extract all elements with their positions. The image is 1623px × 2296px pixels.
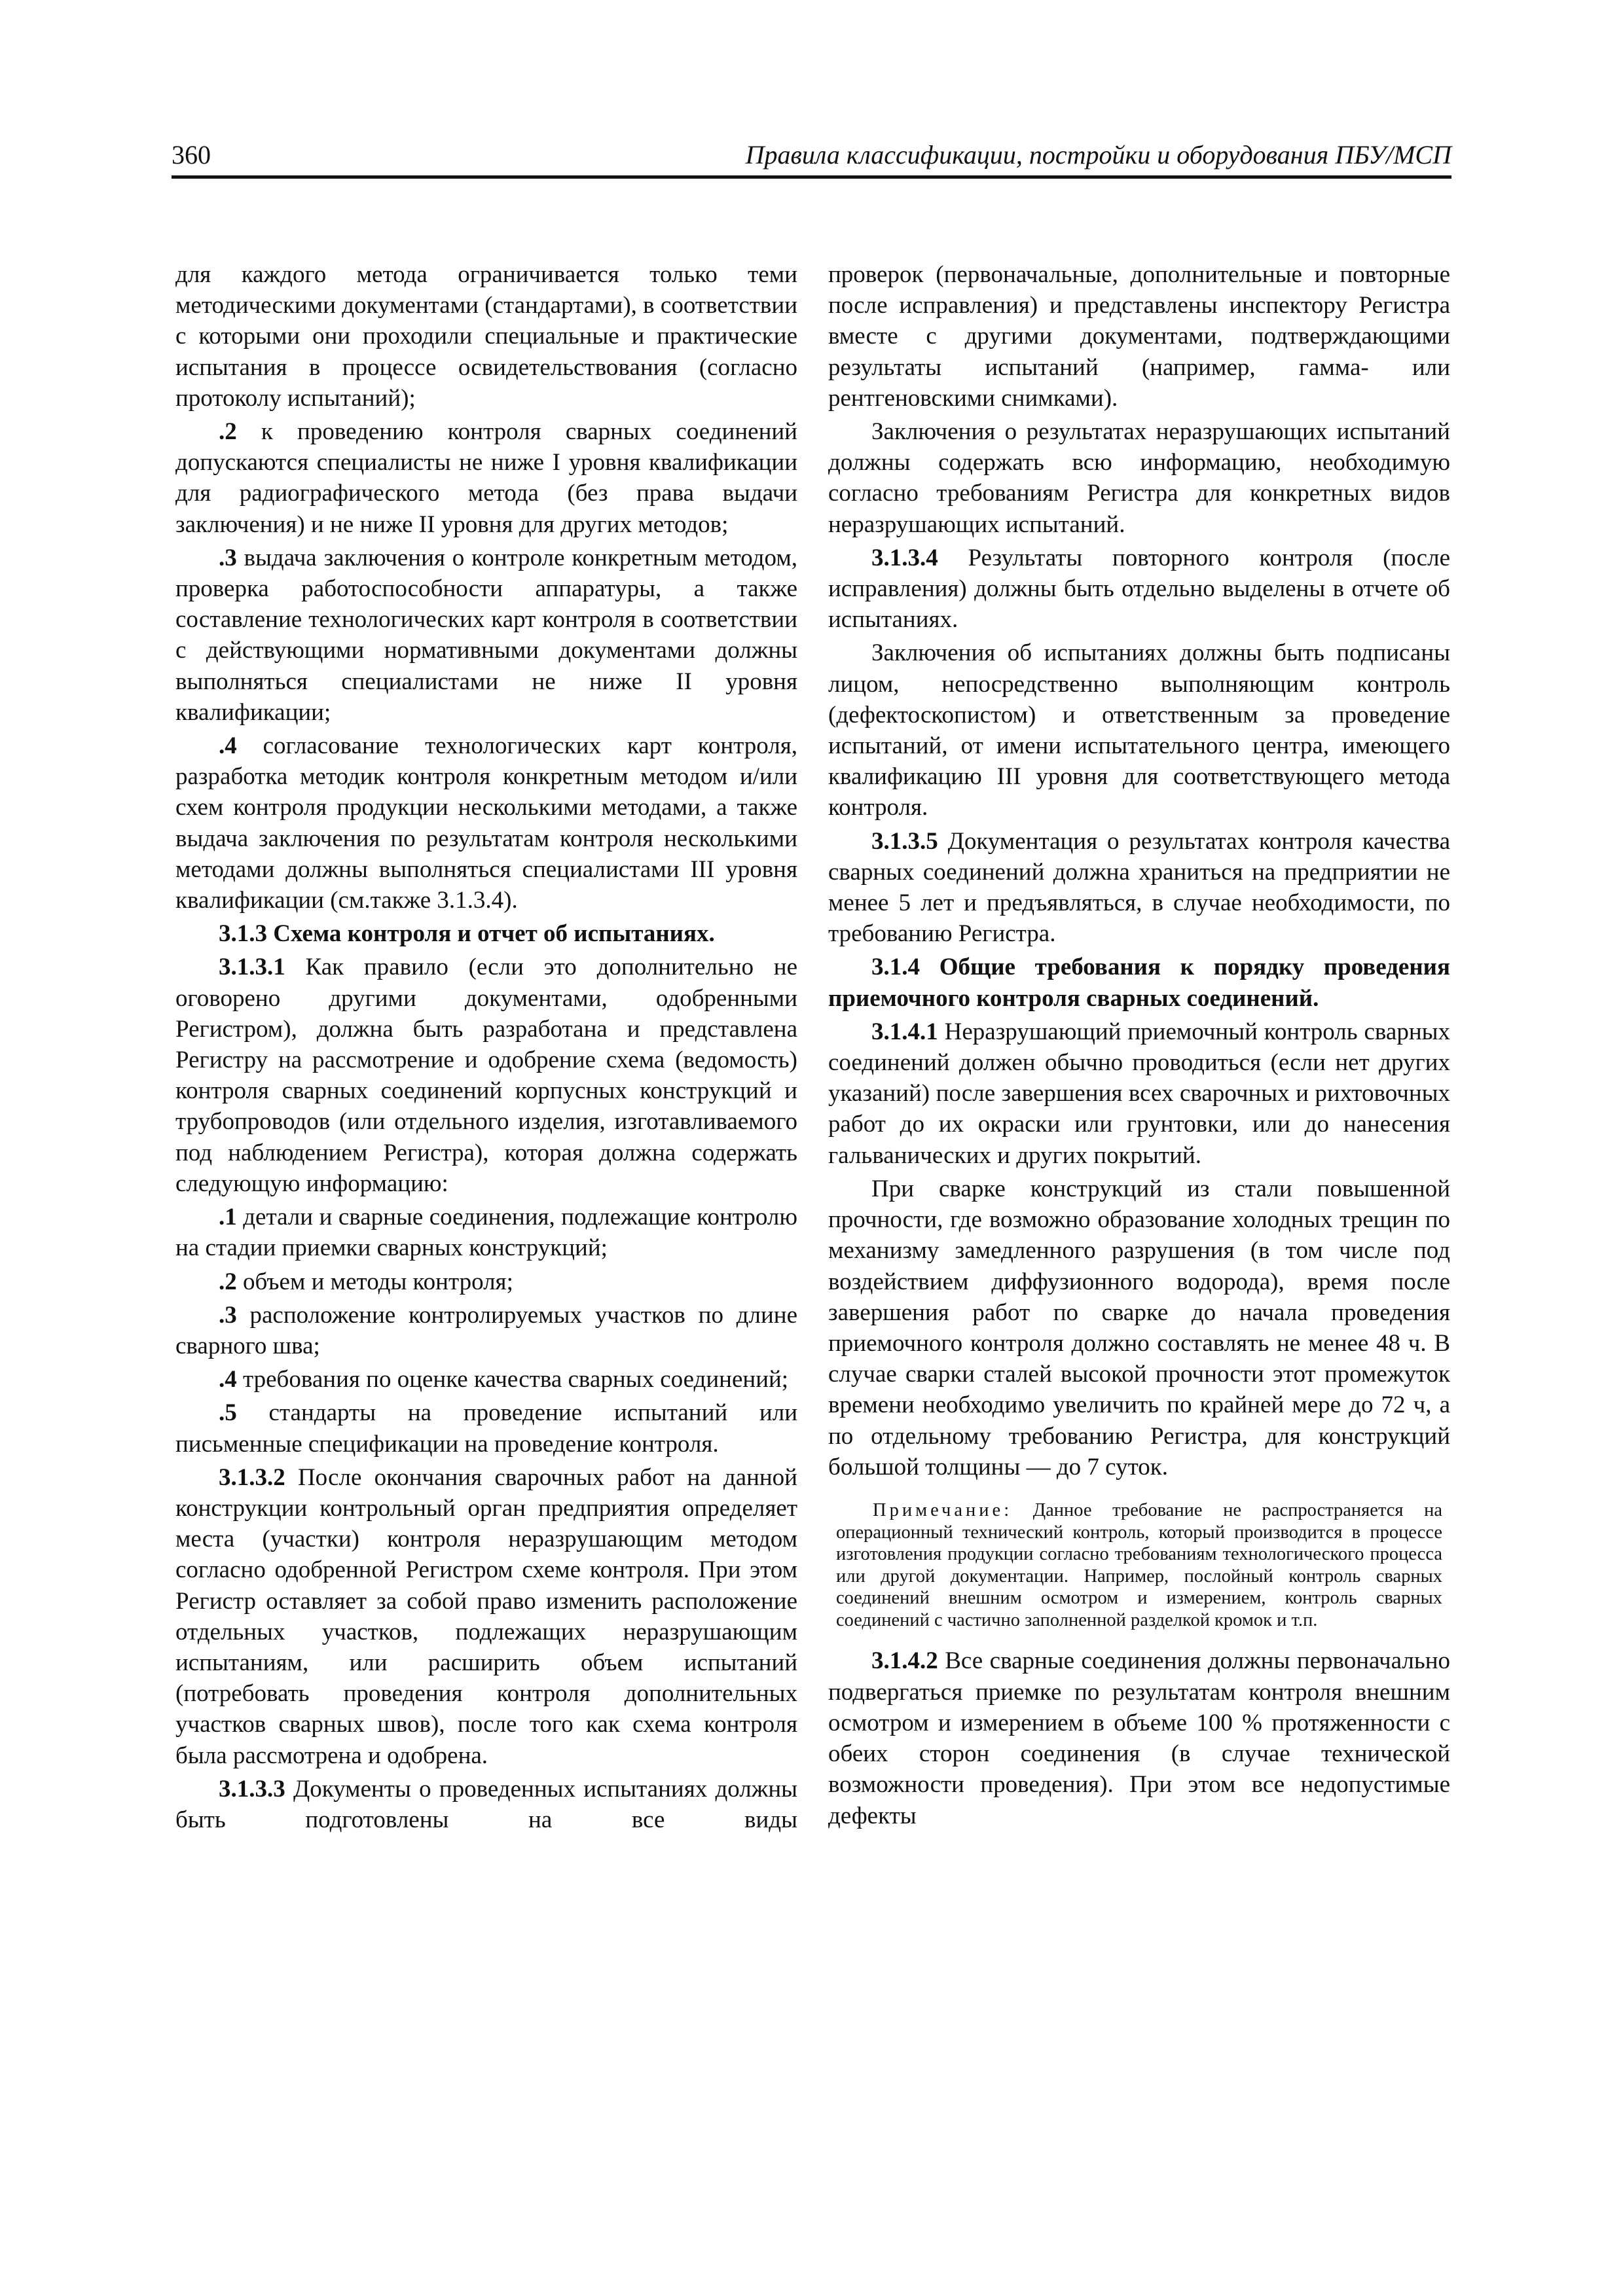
clause-3-1-3-5 xyxy=(828,826,1450,950)
item-text: детали и сварные соединения, подлежащие контролю на стадии приемки сварных конструкций; xyxy=(175,1204,797,1262)
clause-3-1-4-2 xyxy=(828,1645,1450,1831)
header-rule xyxy=(172,175,1451,179)
section-heading-3-1-3: 3.1.3 Схема контроля и отчет об испытаниях. xyxy=(219,920,715,948)
item-number: .3 xyxy=(219,1301,237,1329)
item-number: .4 xyxy=(219,732,237,760)
page-header xyxy=(172,139,1451,179)
item-text: стандарты на проведение испытаний или письменные спецификации на проведение контроля. xyxy=(175,1399,797,1458)
paragraph: Заключения об испытаниях должны быть подписаны лицом, непосредственно выполняющим контроль (дефектоскопистом) и ответственным за проведение испытаний, от имени испытательного центра, имеющего квалификацию III уровня для соответствующего метода контроля. xyxy=(828,639,1450,821)
clause-number: 3.1.3.2 xyxy=(219,1463,285,1491)
page-number: 360 xyxy=(172,140,211,170)
clause-text: Результаты повторного контроля (после исправления) должны быть отдельно выделены в отчете об испытаниях. xyxy=(828,544,1450,634)
clause-text: Документы о проведенных испытаниях должны быть подготовлены на все виды xyxy=(175,1775,797,1833)
item-text: выдача заключения о контроле конкретным методом, проверка работоспособности аппаратуры, а также составление технологических карт контроля в соответствии с действующими нормативными документами должны выполняться специалистами не ниже II уровня квалификации; xyxy=(175,544,797,726)
clause-3-1-4-1 xyxy=(828,1016,1450,1171)
clause-number: 3.1.3.3 xyxy=(219,1775,285,1803)
list-item-4 xyxy=(175,1364,797,1395)
item-number: .5 xyxy=(219,1399,237,1427)
clause-3-1-3-4 xyxy=(828,543,1450,636)
item-text: к проведению контроля сварных соединений допускаются специалисты не ниже I уровня квалификации для радиографического метода (без права выдачи заключения) и не ниже II уровня для других методов; xyxy=(175,418,797,538)
list-item-2 xyxy=(175,416,797,540)
clause-3-1-3-1 xyxy=(175,952,797,1199)
note xyxy=(836,1499,1442,1632)
clause-3-1-3-2 xyxy=(175,1462,797,1771)
note-text: Данное требование не распространяется на операционный технический контроль, который производится в процессе изготовления продукции согласно требованиям технологического процесса или другой документации. Например, послойный контроль сварных соединений внешним осмотром и измерением, контроль сварных соединений с частично заполненной разделкой кромок и т.п. xyxy=(836,1499,1442,1630)
item-number: .2 xyxy=(219,418,237,446)
running-title: Правила классификации, постройки и оборудования ПБУ/МСП xyxy=(745,140,1451,170)
item-text: требования по оценке качества сварных соединений; xyxy=(236,1366,789,1393)
clause-text: После окончания сварочных работ на данной конструкции контрольный орган предприятия определяет места (участки) контроля неразрушающим методом согласно одобренной Регистром схеме контроля. При этом Регистр оставляет за собой право изменить расположение отдельных участков, подлежащих неразрушающим испытаниям, или расширить объем испытаний (потребовать проведения контроля дополнительных участков сварных швов), после того как схема контроля была рассмотрена и одобрена. xyxy=(175,1463,797,1769)
clause-number: 3.1.3.4 xyxy=(871,544,938,571)
list-item-3 xyxy=(175,1300,797,1361)
clause-3-1-3-3 xyxy=(175,1774,797,1835)
list-item-5 xyxy=(175,1397,797,1459)
paragraph: При сварке конструкций из стали повышенной прочности, где возможно образование холодных трещин по механизму замедленного разрушения (в том числе под воздействием диффузионного водорода), время после завершения работ по сварке до начала проведения приемочного контроля должно составлять не менее 48 ч. В случае сварки сталей высокой прочности этот промежуток времени необходимо увеличить по крайней мере до 72 ч, а по отдельному требованию Регистра, для конструкций большой толщины — до 7 суток. xyxy=(828,1175,1450,1480)
clause-number: 3.1.4.2 xyxy=(871,1647,938,1675)
list-item-2 xyxy=(175,1266,797,1297)
clause-text: Неразрушающий приемочный контроль сварных соединений должен обычно проводиться (если нет других указаний) после завершения всех сварочных и рихтовочных работ до их окраски или грунтовки, или до нанесения гальванических и других покрытий. xyxy=(828,1018,1450,1169)
clause-text: Все сварные соединения должны первоначально подвергаться приемке по результатам контроля внешним осмотром и измерением в объеме 100 % протяженности с обеих сторон соединения (в случае технической возможности проведения). При этом все недопустимые дефекты xyxy=(828,1647,1450,1829)
list-item-3 xyxy=(175,543,797,728)
list-item-1 xyxy=(175,1202,797,1263)
paragraph: проверок (первоначальные, дополнительные и повторные после исправления) и представлены инспектору Регистра вместе с другими документами, подтверждающими результаты испытаний (например, гамма- или рентгеновскими снимками). xyxy=(828,261,1450,412)
right-column xyxy=(828,259,1450,1834)
clause-text: Документация о результатах контроля качества сварных соединений должна храниться на предприятии не менее 5 лет и предъявляться, в случае необходимости, по требованию Регистра. xyxy=(828,827,1450,948)
clause-number: 3.1.4.1 xyxy=(871,1018,938,1045)
item-text: объем и методы контроля; xyxy=(236,1268,513,1295)
item-number: .4 xyxy=(219,1366,237,1393)
left-column xyxy=(175,259,797,1838)
section-heading-3-1-4: 3.1.4 Общие требования к порядку проведения приемочного контроля сварных соединений. xyxy=(828,954,1450,1012)
item-number: .3 xyxy=(219,544,237,571)
clause-number: 3.1.3.5 xyxy=(871,827,938,855)
clause-number: 3.1.3.1 xyxy=(219,954,285,981)
item-text: согласование технологических карт контроля, разработка методик контроля конкретным методом и/или схем контроля продукции несколькими методами, а также выдача заключения по результатам контроля несколькими методами должны выполняться специалистами III уровня квалификации (см.также 3.1.3.4). xyxy=(175,732,797,914)
note-label: Примечание: xyxy=(873,1499,1013,1520)
paragraph: Заключения о результатах неразрушающих испытаний должны содержать всю информацию, необходимую согласно требованиям Регистра для конкретных видов неразрушающих испытаний. xyxy=(828,418,1450,538)
clause-text: Как правило (если это дополнительно не оговорено другими документами, одобренными Регистром), должна быть разработана и представлена Регистру на рассмотрение и одобрение схема (ведомость) контроля сварных соединений корпусных конструкций и трубопроводов (или отдельного изделия, изготавливаемого под наблюдением Регистра), которая должна содержать следующую информацию: xyxy=(175,954,797,1197)
item-text: расположение контролируемых участков по длине сварного шва; xyxy=(175,1301,797,1359)
item-number: .1 xyxy=(219,1204,237,1231)
list-item-4 xyxy=(175,730,797,916)
paragraph: для каждого метода ограничивается только теми методическими документами (стандартами), в соответствии с которыми они проходили специальные и практические испытания в процессе освидетельствования (согласно протоколу испытаний); xyxy=(175,261,797,412)
item-number: .2 xyxy=(219,1268,237,1295)
